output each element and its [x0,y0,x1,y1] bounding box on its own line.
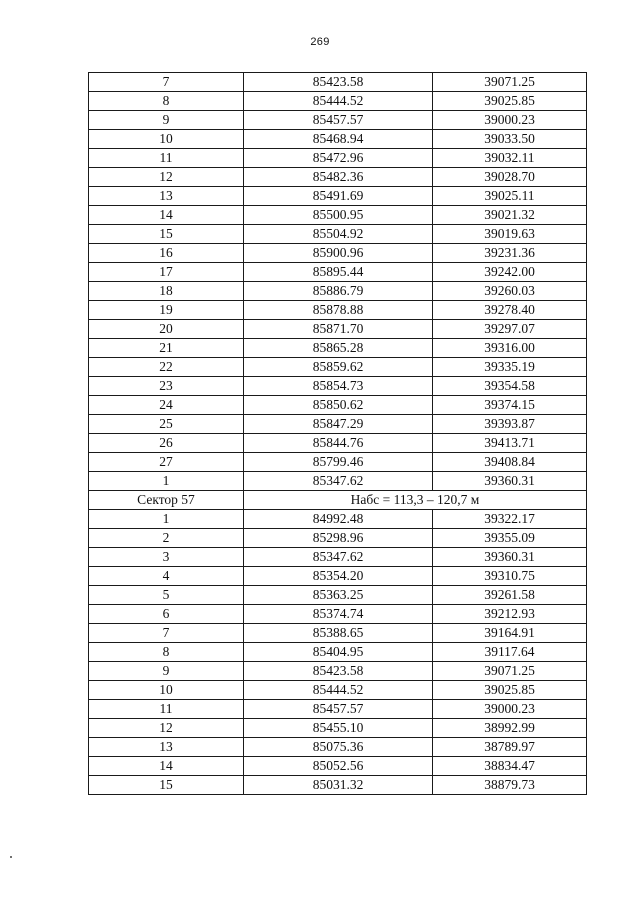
table-row [89,339,587,358]
y-coordinate-cell: 39071.25 [433,662,587,681]
x-coordinate-cell: 85859.62 [244,358,433,377]
table-row [89,586,587,605]
point-number-cell: 12 [89,719,244,738]
table-row [89,396,587,415]
y-coordinate-cell: 39354.58 [433,377,587,396]
table-row [89,434,587,453]
point-number-cell: 8 [89,92,244,111]
point-number-cell: 12 [89,168,244,187]
table-row [89,244,587,263]
y-coordinate-cell: 39413.71 [433,434,587,453]
x-coordinate-cell: 85444.52 [244,92,433,111]
y-coordinate-cell: 39260.03 [433,282,587,301]
x-coordinate-cell: 85404.95 [244,643,433,662]
point-number-cell: 14 [89,206,244,225]
x-coordinate-cell: 85865.28 [244,339,433,358]
point-number-cell: 10 [89,130,244,149]
table-row [89,567,587,586]
point-number-cell: 10 [89,681,244,700]
point-number-cell: 13 [89,738,244,757]
point-number-cell: 7 [89,73,244,92]
x-coordinate-cell: 85500.95 [244,206,433,225]
point-number-cell: 9 [89,662,244,681]
table-row [89,681,587,700]
table-row [89,529,587,548]
y-coordinate-cell: 39071.25 [433,73,587,92]
table-row [89,605,587,624]
y-coordinate-cell: 39025.85 [433,681,587,700]
table-row [89,510,587,529]
y-coordinate-cell: 39335.19 [433,358,587,377]
y-coordinate-cell: 39316.00 [433,339,587,358]
table-row [89,358,587,377]
point-number-cell: 23 [89,377,244,396]
x-coordinate-cell: 85472.96 [244,149,433,168]
y-coordinate-cell: 39028.70 [433,168,587,187]
point-number-cell: 4 [89,567,244,586]
x-coordinate-cell: 85871.70 [244,320,433,339]
x-coordinate-cell: 85052.56 [244,757,433,776]
point-number-cell: 15 [89,225,244,244]
sector-label: Сектор 57 [89,491,244,510]
x-coordinate-cell: 85491.69 [244,187,433,206]
table-row [89,700,587,719]
x-coordinate-cell: 85468.94 [244,130,433,149]
table-row [89,282,587,301]
table-row [89,320,587,339]
y-coordinate-cell: 39212.93 [433,605,587,624]
coordinates-table [88,72,587,795]
x-coordinate-cell: 85347.62 [244,548,433,567]
y-coordinate-cell: 38789.97 [433,738,587,757]
y-coordinate-cell: 39000.23 [433,700,587,719]
x-coordinate-cell: 85895.44 [244,263,433,282]
y-coordinate-cell: 39117.64 [433,643,587,662]
point-number-cell: 15 [89,776,244,795]
table-row [89,149,587,168]
sector-elevation-range: Набс = 113,3 – 120,7 м [244,491,587,510]
coordinates-table-body [89,73,587,795]
y-coordinate-cell: 39278.40 [433,301,587,320]
x-coordinate-cell: 85423.58 [244,662,433,681]
point-number-cell: 8 [89,643,244,662]
point-number-cell: 25 [89,415,244,434]
point-number-cell: 14 [89,757,244,776]
table-row [89,168,587,187]
x-coordinate-cell: 85878.88 [244,301,433,320]
point-number-cell: 17 [89,263,244,282]
point-number-cell: 11 [89,700,244,719]
point-number-cell: 22 [89,358,244,377]
table-row [89,472,587,491]
x-coordinate-cell: 85847.29 [244,415,433,434]
y-coordinate-cell: 39360.31 [433,472,587,491]
table-row [89,206,587,225]
table-row [89,225,587,244]
point-number-cell: 7 [89,624,244,643]
x-coordinate-cell: 85844.76 [244,434,433,453]
y-coordinate-cell: 39310.75 [433,567,587,586]
point-number-cell: 16 [89,244,244,263]
y-coordinate-cell: 39025.11 [433,187,587,206]
x-coordinate-cell: 85444.52 [244,681,433,700]
point-number-cell: 26 [89,434,244,453]
table-row [89,377,587,396]
x-coordinate-cell: 85455.10 [244,719,433,738]
point-number-cell: 9 [89,111,244,130]
y-coordinate-cell: 38992.99 [433,719,587,738]
x-coordinate-cell: 85354.20 [244,567,433,586]
table-row [89,719,587,738]
table-row [89,92,587,111]
y-coordinate-cell: 39021.32 [433,206,587,225]
x-coordinate-cell: 85854.73 [244,377,433,396]
y-coordinate-cell: 39322.17 [433,510,587,529]
y-coordinate-cell: 39261.58 [433,586,587,605]
x-coordinate-cell: 85298.96 [244,529,433,548]
point-number-cell: 5 [89,586,244,605]
point-number-cell: 20 [89,320,244,339]
x-coordinate-cell: 85457.57 [244,700,433,719]
y-coordinate-cell: 39242.00 [433,263,587,282]
point-number-cell: 3 [89,548,244,567]
table-row [89,738,587,757]
y-coordinate-cell: 39000.23 [433,111,587,130]
table-row [89,776,587,795]
table-row [89,624,587,643]
table-row [89,187,587,206]
point-number-cell: 27 [89,453,244,472]
y-coordinate-cell: 39164.91 [433,624,587,643]
scan-speck [10,856,12,858]
page-number: 269 [310,36,330,48]
x-coordinate-cell: 85031.32 [244,776,433,795]
point-number-cell: 6 [89,605,244,624]
y-coordinate-cell: 38834.47 [433,757,587,776]
x-coordinate-cell: 85075.36 [244,738,433,757]
y-coordinate-cell: 39360.31 [433,548,587,567]
x-coordinate-cell: 85423.58 [244,73,433,92]
x-coordinate-cell: 85482.36 [244,168,433,187]
table-row [89,301,587,320]
x-coordinate-cell: 85900.96 [244,244,433,263]
table-row [89,643,587,662]
x-coordinate-cell: 85850.62 [244,396,433,415]
point-number-cell: 1 [89,472,244,491]
point-number-cell: 11 [89,149,244,168]
x-coordinate-cell: 85347.62 [244,472,433,491]
y-coordinate-cell: 39033.50 [433,130,587,149]
table-row [89,130,587,149]
x-coordinate-cell: 84992.48 [244,510,433,529]
y-coordinate-cell: 39019.63 [433,225,587,244]
y-coordinate-cell: 39408.84 [433,453,587,472]
table-row [89,415,587,434]
table-row [89,757,587,776]
y-coordinate-cell: 39374.15 [433,396,587,415]
point-number-cell: 21 [89,339,244,358]
y-coordinate-cell: 39355.09 [433,529,587,548]
x-coordinate-cell: 85363.25 [244,586,433,605]
point-number-cell: 13 [89,187,244,206]
table-row [89,263,587,282]
x-coordinate-cell: 85799.46 [244,453,433,472]
x-coordinate-cell: 85388.65 [244,624,433,643]
table-row [89,73,587,92]
x-coordinate-cell: 85457.57 [244,111,433,130]
x-coordinate-cell: 85886.79 [244,282,433,301]
point-number-cell: 18 [89,282,244,301]
point-number-cell: 19 [89,301,244,320]
y-coordinate-cell: 39297.07 [433,320,587,339]
table-row [89,111,587,130]
point-number-cell: 24 [89,396,244,415]
table-row [89,548,587,567]
table-row [89,453,587,472]
x-coordinate-cell: 85374.74 [244,605,433,624]
y-coordinate-cell: 38879.73 [433,776,587,795]
x-coordinate-cell: 85504.92 [244,225,433,244]
table-row [89,662,587,681]
y-coordinate-cell: 39231.36 [433,244,587,263]
y-coordinate-cell: 39025.85 [433,92,587,111]
y-coordinate-cell: 39393.87 [433,415,587,434]
point-number-cell: 1 [89,510,244,529]
point-number-cell: 2 [89,529,244,548]
sector-header-row [89,491,587,510]
y-coordinate-cell: 39032.11 [433,149,587,168]
